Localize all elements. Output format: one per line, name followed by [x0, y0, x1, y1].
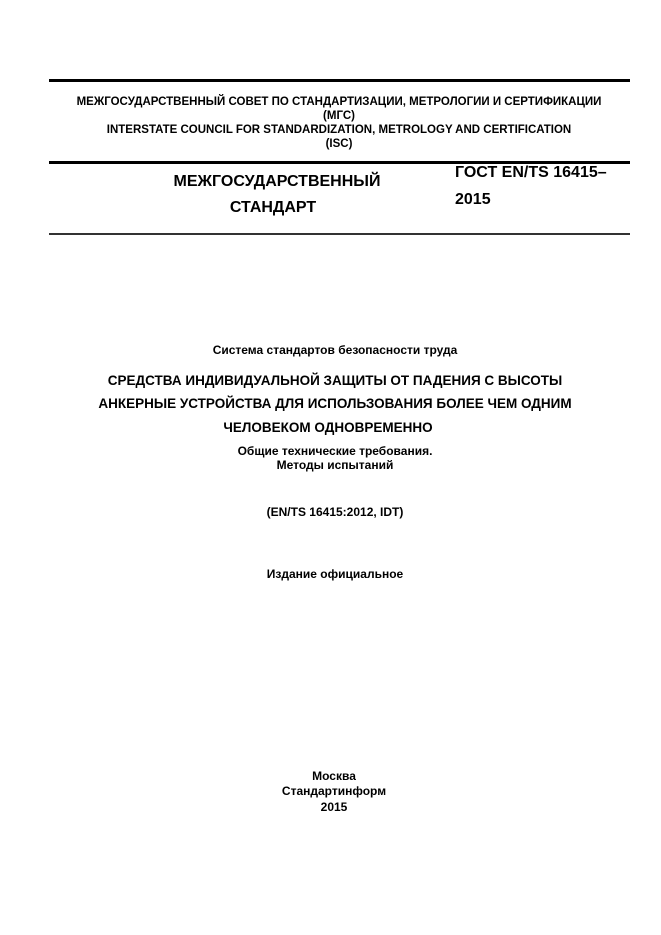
standard-number-line2: 2015: [455, 191, 491, 208]
main-title-line1: СРЕДСТВА ИНДИВИДУАЛЬНОЙ ЗАЩИТЫ ОТ ПАДЕНИЯ С ВЫСОТЫ: [107, 373, 563, 388]
main-title-line2: АНКЕРНЫЕ УСТРОЙСТВА ДЛЯ ИСПОЛЬЗОВАНИЯ БОЛЕЕ ЧЕМ ОДНИМ: [98, 396, 572, 411]
subtitle-line2: Методы испытаний: [276, 458, 394, 472]
council-abbr-ru: (МГС): [323, 110, 355, 122]
council-name-ru: МЕЖГОСУДАРСТВЕННЫЙ СОВЕТ ПО СТАНДАРТИЗАЦИИ, МЕТРОЛОГИИ И СЕРТИФИКАЦИИ: [76, 96, 602, 108]
system-title: Система стандартов безопасности труда: [212, 343, 458, 357]
imprint-city: Москва: [312, 769, 356, 783]
bottom-rule: [49, 233, 630, 235]
edition-note: Издание официальное: [266, 567, 404, 581]
imprint-publisher: Стандартинформ: [281, 784, 387, 798]
top-rule: [49, 79, 630, 82]
imprint-year: 2015: [320, 800, 348, 814]
subtitle-line1: Общие технические требования.: [237, 444, 433, 458]
equivalence-note: (EN/TS 16415:2012, IDT): [266, 505, 404, 519]
main-title-line3: ЧЕЛОВЕКОМ ОДНОВРЕМЕННО: [223, 420, 433, 435]
standard-number-line1: ГОСТ EN/TS 16415–: [455, 164, 607, 181]
council-name-en: INTERSTATE COUNCIL FOR STANDARDIZATION, METROLOGY AND CERTIFICATION: [106, 124, 572, 136]
council-abbr-en: (ISC): [325, 138, 353, 150]
standard-type-line1: МЕЖГОСУДАРСТВЕННЫЙ: [173, 173, 381, 190]
standard-type-line2: СТАНДАРТ: [229, 199, 317, 216]
